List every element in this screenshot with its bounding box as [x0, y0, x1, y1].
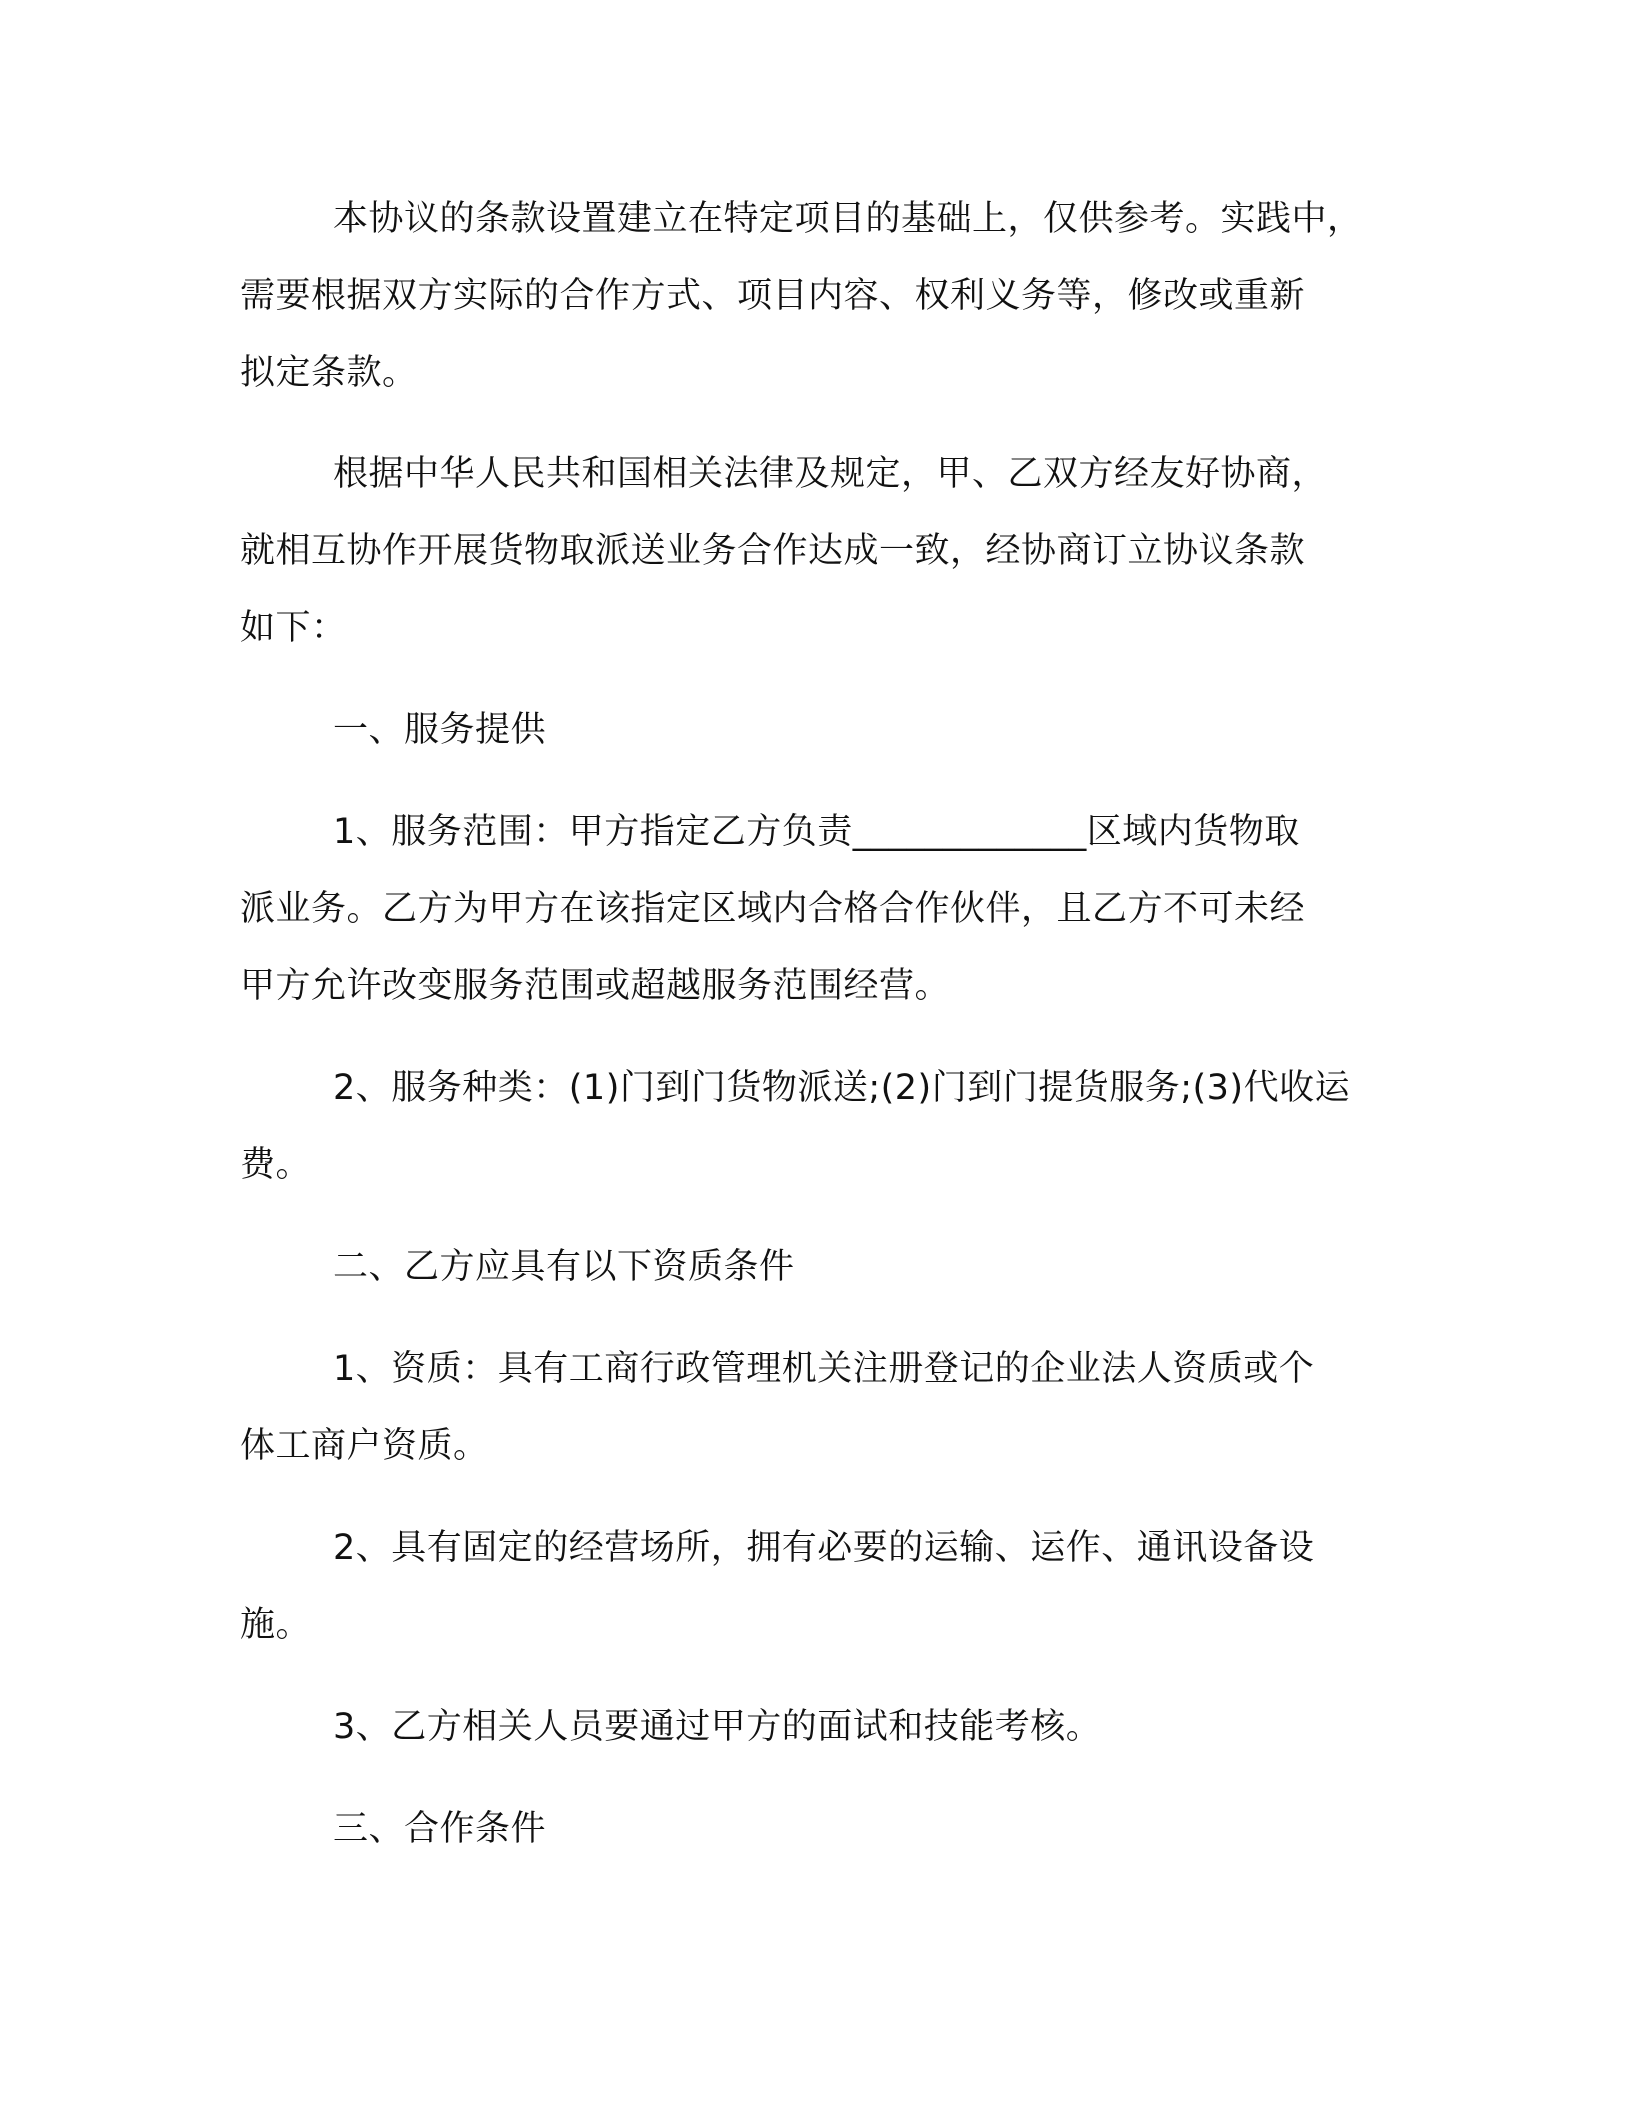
clause-1-2-line-1: 2、服务种类：(1)门到门货物派送;(2)门到门提货服务;(3)代收运 [333, 1068, 1351, 1108]
section-heading-2: 二、乙方应具有以下资质条件 [333, 1247, 795, 1287]
preamble-line-2: 就相互协作开展货物取派送业务合作达成一致，经协商订立协议条款 [240, 531, 1306, 571]
clause-1-1-line-3: 甲方允许改变服务范围或超越服务范围经营。 [240, 966, 951, 1006]
clause-2-1-line-1: 1、资质：具有工商行政管理机关注册登记的企业法人资质或个 [333, 1349, 1315, 1389]
clause-2-1-line-2: 体工商户资质。 [240, 1426, 489, 1466]
section-heading-1: 一、服务提供 [333, 710, 547, 750]
intro-paragraph-line-1: 本协议的条款设置建立在特定项目的基础上，仅供参考。实践中， [333, 199, 1363, 239]
clause-1-1-line-2: 派业务。乙方为甲方在该指定区域内合格合作伙伴，且乙方不可未经 [240, 889, 1306, 929]
intro-paragraph-line-3: 拟定条款。 [240, 353, 418, 393]
preamble-line-3: 如下： [240, 608, 347, 648]
clause-1-2-line-2: 费。 [240, 1145, 312, 1185]
clause-1-1-line-1: 1、服务范围：甲方指定乙方负责_____________区域内货物取 [333, 812, 1300, 852]
clause-2-2-line-2: 施。 [240, 1605, 312, 1645]
section-heading-3: 三、合作条件 [333, 1809, 547, 1849]
intro-paragraph-line-2: 需要根据双方实际的合作方式、项目内容、权利义务等，修改或重新 [240, 276, 1306, 316]
clause-2-2-line-1: 2、具有固定的经营场所，拥有必要的运输、运作、通讯设备设 [333, 1528, 1315, 1568]
clause-2-3-line-1: 3、乙方相关人员要通过甲方的面试和技能考核。 [333, 1707, 1102, 1747]
preamble-line-1: 根据中华人民共和国相关法律及规定，甲、乙双方经友好协商， [333, 454, 1328, 494]
